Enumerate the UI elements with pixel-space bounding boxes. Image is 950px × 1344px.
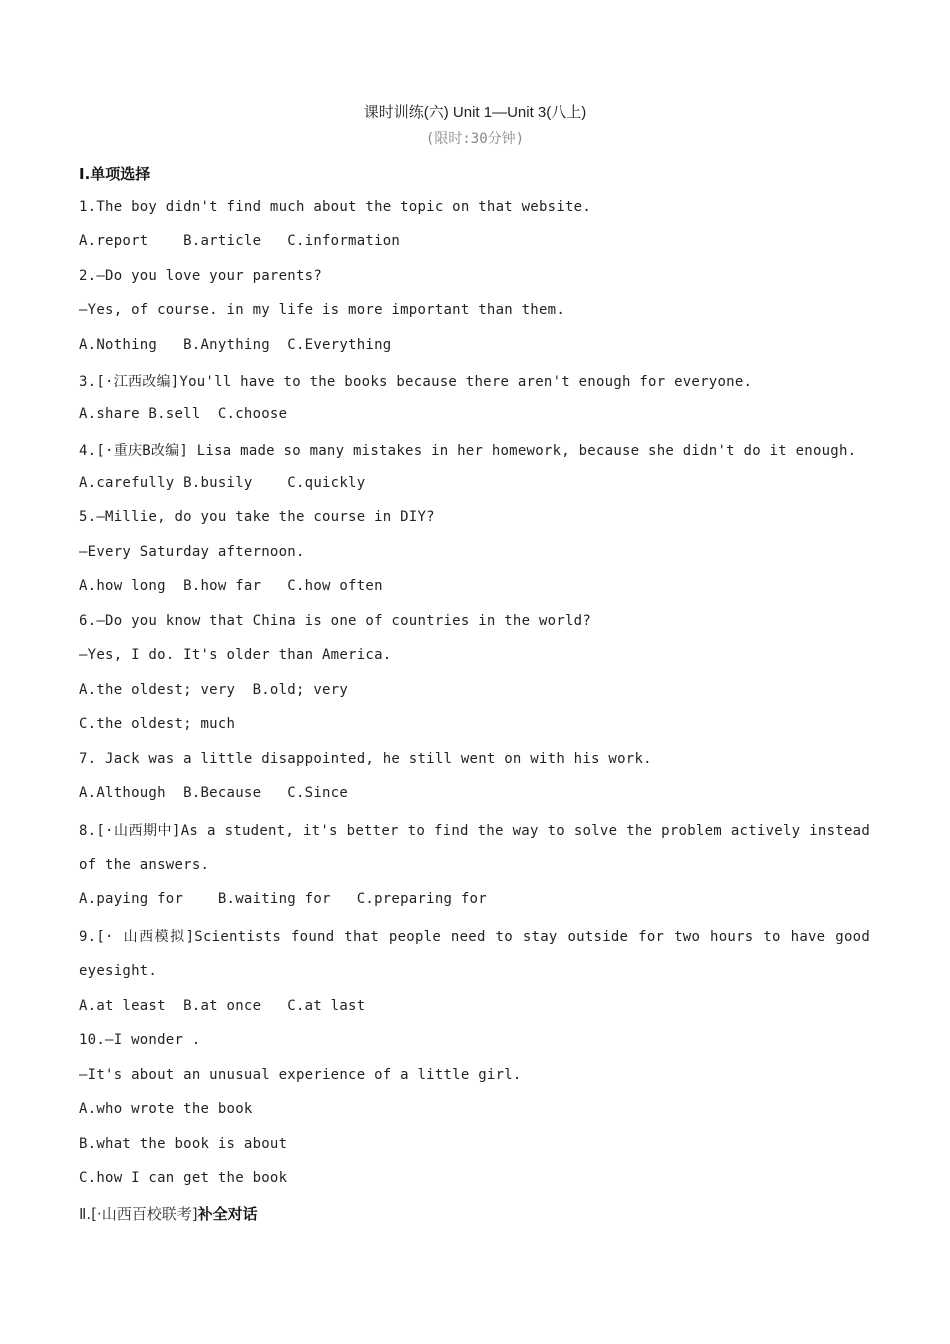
section-2-title: 补全对话 bbox=[197, 1205, 258, 1223]
question-2-reply: —Yes, of course. in my life is more important than them. bbox=[79, 302, 566, 318]
options-6-c: C.the oldest; much bbox=[79, 716, 236, 732]
question-8: 8.[·山西期中]As a student, it's better to find the way to solve the problem actively instead bbox=[79, 823, 870, 839]
question-5-reply: —Every Saturday afternoon. bbox=[79, 544, 305, 560]
page-title: 课时训练(六) Unit 1—Unit 3(八上) bbox=[363, 104, 587, 121]
question-4: 4.[·重庆B改编] Lisa made so many mistakes in her homework, because she didn't do it enough. bbox=[79, 443, 857, 459]
section-heading-multiple-choice: Ⅰ.单项选择 bbox=[79, 165, 151, 183]
question-10-reply: —It's about an unusual experience of a little girl. bbox=[79, 1067, 522, 1083]
question-9: 9.[· 山西模拟]Scientists found that people need to stay outside for two hours to have good bbox=[79, 929, 870, 945]
option-10-a: A.who wrote the book bbox=[79, 1101, 253, 1117]
time-limit: (限时:30分钟) bbox=[425, 131, 525, 147]
question-3: 3.[·江西改编]You'll have to the books because there aren't enough for everyone. bbox=[79, 374, 753, 390]
section-heading-dialogue bbox=[79, 1203, 258, 1224]
option-10-c: C.how I can get the book bbox=[79, 1170, 288, 1186]
options-8: A.paying for B.waiting for C.preparing for bbox=[79, 891, 487, 907]
options-5: A.how long B.how far C.how often bbox=[79, 578, 383, 594]
question-10: 10.—I wonder . bbox=[79, 1032, 201, 1048]
options-6-ab: A.the oldest; very B.old; very bbox=[79, 682, 349, 698]
question-9-cont: eyesight. bbox=[79, 963, 158, 979]
options-9: A.at least B.at once C.at last bbox=[79, 998, 366, 1014]
options-4: A.carefully B.busily C.quickly bbox=[79, 475, 366, 491]
section-2-source: Ⅱ.[·山西百校联考] bbox=[79, 1205, 198, 1223]
question-8-cont: of the answers. bbox=[79, 857, 210, 873]
question-2: 2.—Do you love your parents? bbox=[79, 268, 323, 284]
options-7: A.Although B.Because C.Since bbox=[79, 785, 349, 801]
options-3: A.share B.sell C.choose bbox=[79, 406, 288, 422]
options-1: A.report B.article C.information bbox=[79, 233, 401, 249]
question-6-reply: —Yes, I do. It's older than America. bbox=[79, 647, 392, 663]
option-10-b: B.what the book is about bbox=[79, 1136, 288, 1152]
question-1: 1.The boy didn't find much about the topic on that website. bbox=[79, 199, 592, 215]
question-6: 6.—Do you know that China is one of countries in the world? bbox=[79, 613, 592, 629]
question-5: 5.—Millie, do you take the course in DIY? bbox=[79, 509, 435, 525]
question-7: 7. Jack was a little disappointed, he still went on with his work. bbox=[79, 751, 652, 767]
options-2: A.Nothing B.Anything C.Everything bbox=[79, 337, 392, 353]
